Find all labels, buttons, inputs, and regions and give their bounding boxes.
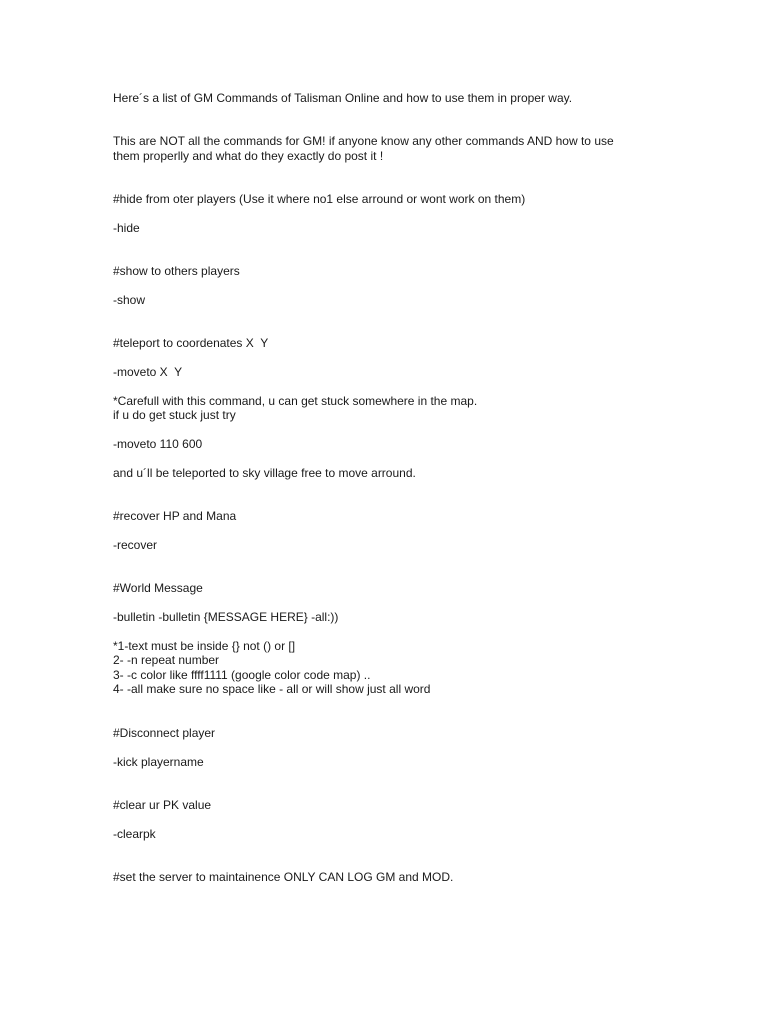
recover-heading: #recover HP and Mana (113, 509, 237, 523)
teleport-example: -moveto 110 600 (113, 437, 203, 451)
world-message-note-3: 3- -c color like ffff1111 (google color code map) .. (113, 668, 371, 682)
disclaimer-line-1: This are NOT all the commands for GM! if anyone know any other commands AND how to use (113, 134, 614, 148)
show-command: -show (113, 293, 146, 307)
disclaimer-line-2: them properlly and what do they exactly do post it ! (113, 149, 384, 163)
teleport-note-line-2: if u do get stuck just try (113, 408, 236, 422)
world-message-note-2: 2- -n repeat number (113, 653, 220, 667)
show-heading: #show to others players (113, 264, 240, 278)
clearpk-command: -clearpk (113, 827, 156, 841)
clearpk-heading: #clear ur PK value (113, 798, 212, 812)
teleport-command: -moveto X Y (113, 365, 183, 379)
teleport-result: and u´ll be teleported to sky village free to move arround. (113, 466, 416, 480)
maintenance-heading: #set the server to maintainence ONLY CAN LOG GM and MOD. (113, 870, 454, 884)
hide-heading: #hide from oter players (Use it where no1 else arround or wont work on them) (113, 192, 526, 206)
recover-command: -recover (113, 538, 158, 552)
intro-text: Here´s a list of GM Commands of Talisman Online and how to use them in proper way. (113, 91, 573, 105)
world-message-heading: #World Message (113, 581, 203, 595)
teleport-note-line-1: *Carefull with this command, u can get stuck somewhere in the map. (113, 394, 478, 408)
disconnect-command: -kick playername (113, 755, 204, 769)
world-message-note-4: 4- -all make sure no space like - all or will show just all word (113, 682, 431, 696)
world-message-command: -bulletin -bulletin {MESSAGE HERE} -all:)) (113, 610, 339, 624)
disconnect-heading: #Disconnect player (113, 726, 216, 740)
hide-command: -hide (113, 221, 140, 235)
world-message-note-1: *1-text must be inside {} not () or [] (113, 639, 296, 653)
teleport-heading: #teleport to coordenates X Y (113, 336, 269, 350)
